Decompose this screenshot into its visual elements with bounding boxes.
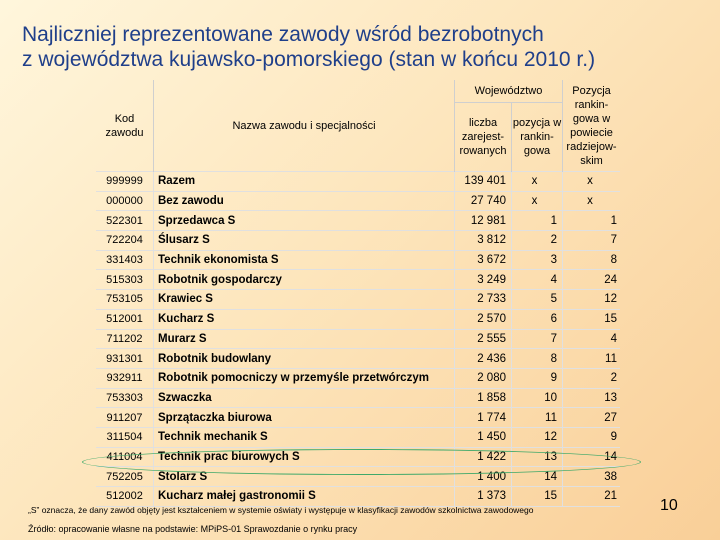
cell-name: Stolarz S — [154, 467, 455, 487]
cell-code: 932911 — [96, 368, 154, 388]
cell-position: 15 — [512, 487, 563, 507]
cell-count: 1 400 — [455, 467, 512, 487]
cell-code: 931301 — [96, 349, 154, 369]
cell-name: Murarz S — [154, 329, 455, 349]
cell-code: 000000 — [96, 191, 154, 211]
cell-name: Kucharz S — [154, 309, 455, 329]
cell-rank: 2 — [563, 368, 621, 388]
cell-count: 1 422 — [455, 447, 512, 467]
cell-position: 8 — [512, 349, 563, 369]
cell-name: Ślusarz S — [154, 231, 455, 251]
cell-count: 27 740 — [455, 191, 512, 211]
cell-name: Sprzątaczka biurowa — [154, 408, 455, 428]
cell-name: Technik mechanik S — [154, 427, 455, 447]
cell-code: 512002 — [96, 487, 154, 507]
cell-rank: 1 — [563, 211, 621, 231]
slide-title — [22, 22, 712, 72]
table-row — [96, 487, 620, 507]
cell-count: 2 555 — [455, 329, 512, 349]
header-count: liczba zarejest-rowanych — [455, 103, 512, 172]
cell-position: 7 — [512, 329, 563, 349]
cell-rank: 38 — [563, 467, 621, 487]
table-row — [96, 349, 620, 369]
header-position: pozycja w rankin-gowa — [512, 103, 563, 172]
cell-position: 4 — [512, 270, 563, 290]
cell-code: 331403 — [96, 250, 154, 270]
cell-count: 139 401 — [455, 172, 512, 192]
cell-count: 3 672 — [455, 250, 512, 270]
table-row — [96, 388, 620, 408]
cell-name: Robotnik gospodarczy — [154, 270, 455, 290]
cell-count: 3 812 — [455, 231, 512, 251]
cell-code: 512001 — [96, 309, 154, 329]
cell-position: 13 — [512, 447, 563, 467]
cell-position: 5 — [512, 290, 563, 310]
cell-rank: 7 — [563, 231, 621, 251]
cell-count: 3 249 — [455, 270, 512, 290]
cell-position: 11 — [512, 408, 563, 428]
table-row — [96, 309, 620, 329]
page-number: 10 — [660, 497, 678, 514]
cell-name: Krawiec S — [154, 290, 455, 310]
cell-position: x — [512, 191, 563, 211]
cell-code: 911207 — [96, 408, 154, 428]
cell-name: Bez zawodu — [154, 191, 455, 211]
cell-count: 1 858 — [455, 388, 512, 408]
table-row — [96, 408, 620, 428]
header-voivodeship: Województwo — [455, 80, 563, 103]
cell-rank: 21 — [563, 487, 621, 507]
table-row — [96, 191, 620, 211]
cell-position: 14 — [512, 467, 563, 487]
title-line-2: z województwa kujawsko-pomorskiego (stan w końcu 2010 r.) — [22, 48, 596, 71]
cell-count: 12 981 — [455, 211, 512, 231]
cell-count: 2 733 — [455, 290, 512, 310]
cell-code: 752205 — [96, 467, 154, 487]
cell-name: Sprzedawca S — [154, 211, 455, 231]
cell-code: 753303 — [96, 388, 154, 408]
table-row — [96, 172, 620, 192]
cell-rank: x — [563, 172, 621, 192]
cell-rank: x — [563, 191, 621, 211]
cell-rank: 15 — [563, 309, 621, 329]
cell-name: Kucharz małej gastronomii S — [154, 487, 455, 507]
cell-code: 722204 — [96, 231, 154, 251]
cell-code: 522301 — [96, 211, 154, 231]
cell-code: 411004 — [96, 447, 154, 467]
header-name: Nazwa zawodu i specjalności — [154, 80, 455, 172]
cell-name: Razem — [154, 172, 455, 192]
occupations-table-wrapper — [96, 80, 620, 507]
cell-name: Robotnik pomocniczy w przemyśle przetwórczym — [154, 368, 455, 388]
cell-position: 9 — [512, 368, 563, 388]
cell-code: 311504 — [96, 427, 154, 447]
cell-rank: 4 — [563, 329, 621, 349]
source-note: Źródło: opracowanie własne na podstawie: MPiPS-01 Sprawozdanie o rynku pracy — [28, 524, 358, 534]
cell-position: 12 — [512, 427, 563, 447]
table-row — [96, 329, 620, 349]
cell-count: 2 570 — [455, 309, 512, 329]
cell-rank: 24 — [563, 270, 621, 290]
cell-code: 999999 — [96, 172, 154, 192]
highlight-ellipse — [82, 449, 641, 475]
occupations-table — [96, 80, 620, 507]
table-row — [96, 270, 620, 290]
cell-count: 1 450 — [455, 427, 512, 447]
header-code: Kod zawodu — [96, 80, 154, 172]
cell-name: Technik prac biurowych S — [154, 447, 455, 467]
cell-position: 2 — [512, 231, 563, 251]
table-row — [96, 290, 620, 310]
cell-rank: 11 — [563, 349, 621, 369]
cell-position: x — [512, 172, 563, 192]
cell-name: Robotnik budowlany — [154, 349, 455, 369]
table-row — [96, 368, 620, 388]
cell-rank: 13 — [563, 388, 621, 408]
title-line-1: Najliczniej reprezentowane zawody wśród bezrobotnych — [22, 23, 544, 46]
cell-rank: 9 — [563, 427, 621, 447]
table-row — [96, 250, 620, 270]
table-row — [96, 427, 620, 447]
cell-count: 2 436 — [455, 349, 512, 369]
cell-rank: 27 — [563, 408, 621, 428]
table-row — [96, 211, 620, 231]
cell-rank: 8 — [563, 250, 621, 270]
cell-position: 6 — [512, 309, 563, 329]
cell-name: Technik ekonomista S — [154, 250, 455, 270]
cell-rank: 12 — [563, 290, 621, 310]
header-rank-position: Pozycja rankin-gowa w powiecie radziejow-skim — [566, 84, 617, 167]
cell-rank: 14 — [563, 447, 621, 467]
cell-position: 1 — [512, 211, 563, 231]
cell-count: 1 774 — [455, 408, 512, 428]
cell-position: 3 — [512, 250, 563, 270]
cell-code: 711202 — [96, 329, 154, 349]
footnote: „S” oznacza, że dany zawód objęty jest kształceniem w systemie oświaty i występuje w klasyfikacji zawodów szkolnictwa zawodowego — [28, 505, 534, 515]
cell-position: 10 — [512, 388, 563, 408]
cell-count: 2 080 — [455, 368, 512, 388]
cell-code: 515303 — [96, 270, 154, 290]
table-row — [96, 231, 620, 251]
cell-name: Szwaczka — [154, 388, 455, 408]
cell-count: 1 373 — [455, 487, 512, 507]
cell-code: 753105 — [96, 290, 154, 310]
